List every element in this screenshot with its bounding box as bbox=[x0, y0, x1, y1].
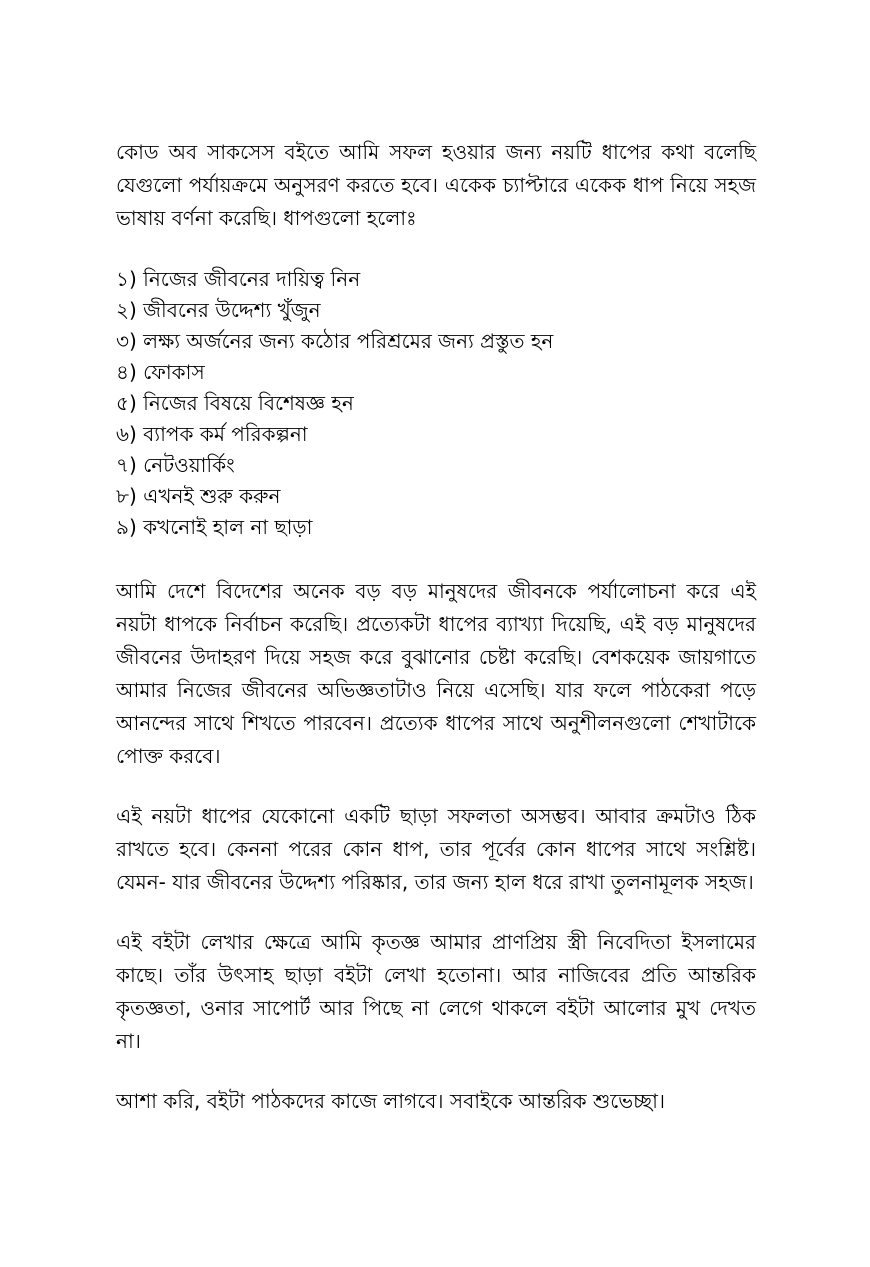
wish-paragraph: আশা করি, বইটা পাঠকদের কাজে লাগবে। সবাইকে আন্তরিক শুভেচ্ছা। bbox=[116, 1089, 666, 1113]
step-item-5: ৫) নিজের বিষয়ে বিশেষজ্ঞ হন bbox=[116, 391, 354, 415]
step-item-2: ২) জীবনের উদ্দেশ্য খুঁজুন bbox=[116, 298, 321, 322]
step-item-3: ৩) লক্ষ্য অর্জনের জন্য কঠোর পরিশ্রমের জন্য প্রস্তুত হন bbox=[116, 329, 554, 353]
step-item-4: ৪) ফোকাস bbox=[116, 360, 205, 384]
step-item-7: ৭) নেটওয়ার্কিং bbox=[116, 453, 235, 477]
step-item-8: ৮) এখনই শুরু করুন bbox=[116, 484, 281, 508]
order-paragraph: এই নয়টা ধাপের যেকোনো একটি ছাড়া সফলতা অসম্ভব। আবার ক্রমটাও ঠিক রাখতে হবে। কেননা পরের কোন ধাপ, তার পূর্বের কোন ধাপের সাথে সংশ্লিষ্ট। যেমন- যার জীবনের উদ্দেশ্য পরিষ্কার, তার জন্য হাল ধরে রাখা তুলনামূলক সহজ। bbox=[116, 804, 756, 894]
steps-list bbox=[116, 264, 756, 543]
document-page bbox=[116, 136, 756, 1118]
thanks-paragraph: এই বইটা লেখার ক্ষেত্রে আমি কৃতজ্ঞ আমার প্রাণপ্রিয় স্ত্রী নিবেদিতা ইসলামের কাছে। তাঁর উৎসাহ ছাড়া বইটা লেখা হতোনা। আর নাজিবের প্রতি আন্তরিক কৃতজ্ঞতা, ওনার সাপোর্ট আর পিছে না লেগে থাকলে বইটা আলোর মুখ দেখত না। bbox=[116, 930, 756, 1053]
step-item-9: ৯) কখনোই হাল না ছাড়া bbox=[116, 515, 313, 539]
review-paragraph: আমি দেশে বিদেশের অনেক বড় বড় মানুষদের জীবনকে পর্যালোচনা করে এই নয়টা ধাপকে নির্বাচন করেছি। প্রত্যেকটা ধাপের ব্যাখ্যা দিয়েছি, এই বড় মানুষদের জীবনের উদাহরণ দিয়ে সহজ করে বুঝানোর চেষ্টা করেছি। বেশকয়েক জায়গাতে আমার নিজের জীবনের অভিজ্ঞতাটাও নিয়ে এসেছি। যার ফলে পাঠকেরা পড়ে আনন্দের সাথে শিখতে পারবেন। প্রত্যেক ধাপের সাথে অনুশীলনগুলো শেখাটাকে পোক্ত করবে। bbox=[116, 579, 756, 768]
step-item-1: ১) নিজের জীবনের দায়িত্ব নিন bbox=[116, 267, 361, 291]
intro-paragraph: কোড অব সাকসেস বইতে আমি সফল হওয়ার জন্য নয়টি ধাপের কথা বলেছি যেগুলো পর্যায়ক্রমে অনুসরণ করতে হবে। একেক চ্যাপ্টারে একেক ধাপ নিয়ে সহজ ভাষায় বর্ণনা করেছি। ধাপগুলো হলোঃ bbox=[116, 140, 756, 230]
step-item-6: ৬) ব্যাপক কর্ম পরিকল্পনা bbox=[116, 422, 308, 446]
